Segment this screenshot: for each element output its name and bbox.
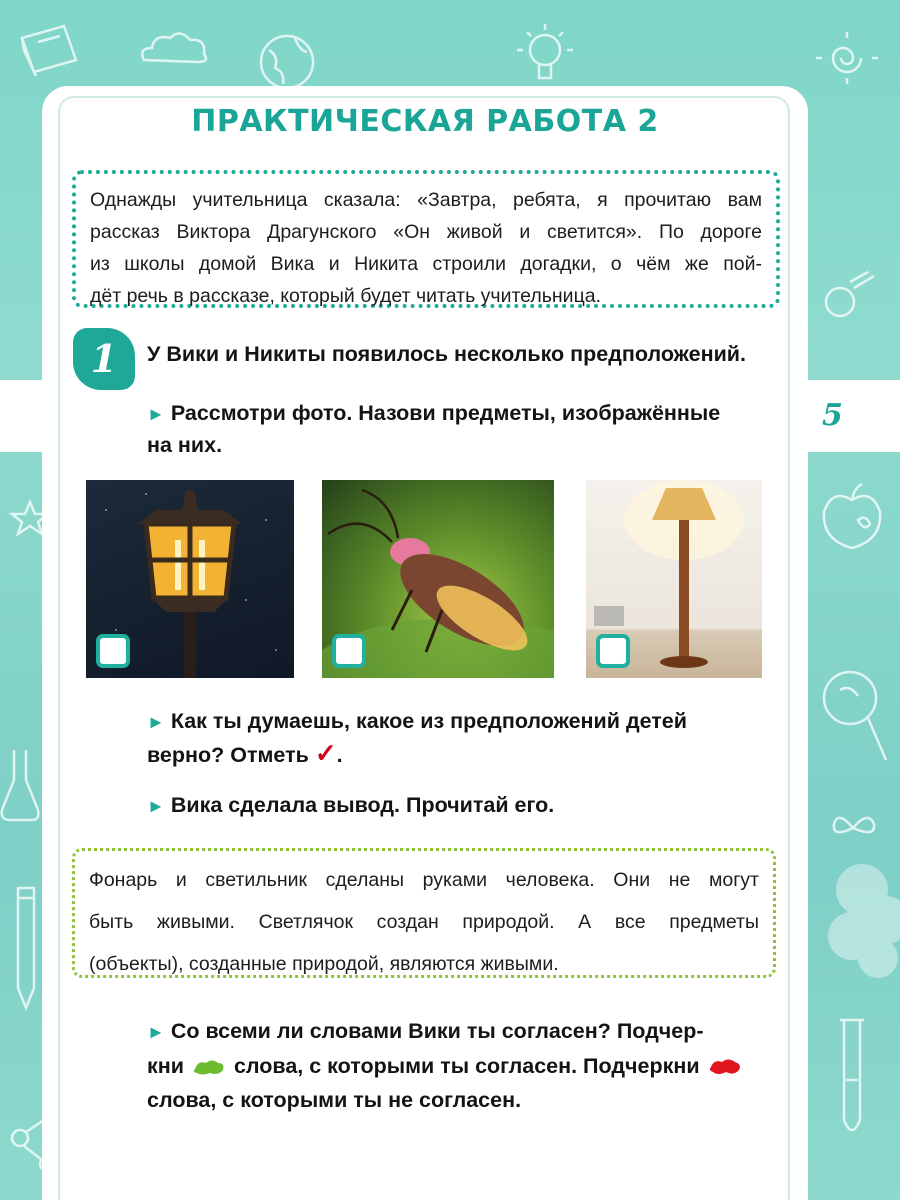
green-blot-icon bbox=[192, 1057, 226, 1077]
conclusion-line: (объекты), созданные природой, являются живыми. bbox=[89, 953, 559, 975]
flask-icon bbox=[0, 740, 42, 830]
intro-text-box bbox=[72, 170, 780, 308]
arrow-icon: ► bbox=[147, 712, 165, 732]
page-title: ПРАКТИЧЕСКАЯ РАБОТА 2 bbox=[191, 104, 659, 139]
instruction-look-photos: ► Рассмотри фото. Назови предметы, изображённые на них. bbox=[147, 401, 721, 457]
intro-line: Однажды учительница сказала: «Завтра, ребята, я прочитаю вам bbox=[90, 189, 762, 211]
conclusion-line: Фонарь и светильник сделаны руками человека. Они не могут bbox=[89, 869, 759, 891]
pencil-icon bbox=[6, 868, 46, 1018]
photo-firefly bbox=[322, 480, 554, 678]
instruction-underline: ► Со всеми ли словами Вики ты согласен? Подчер- кни слова, с которыми ты согласен. Подчеркни слова, с которыми ты не согласен. bbox=[147, 1014, 777, 1117]
red-checkmark-icon: ✓ bbox=[314, 738, 337, 768]
task-heading: У Вики и Никиты появилось несколько предположений. bbox=[147, 342, 746, 366]
butterfly-icon bbox=[828, 808, 878, 848]
cloud-icon bbox=[134, 28, 214, 68]
intro-line: дёт речь в рассказе, который будет читать учительница. bbox=[90, 285, 601, 307]
arrow-icon: ► bbox=[147, 404, 165, 424]
conclusion-text-box bbox=[72, 848, 776, 978]
arrow-icon: ► bbox=[147, 796, 165, 816]
instruction-read-conclusion: ► Вика сделала вывод. Прочитай его. bbox=[147, 793, 555, 817]
globe-icon bbox=[255, 30, 319, 90]
intro-line: рассказ Виктора Драгунского «Он живой и светится». По дороге bbox=[90, 221, 762, 243]
intro-line: из школы домой Вика и Никита строили догадки, о чём же пой- bbox=[90, 253, 762, 275]
arrow-icon: ► bbox=[147, 1022, 165, 1042]
ball-icon bbox=[810, 270, 880, 330]
photo-checkbox[interactable] bbox=[96, 634, 130, 668]
photo-checkbox[interactable] bbox=[596, 634, 630, 668]
book-icon bbox=[14, 20, 84, 80]
test-tube-icon bbox=[822, 1010, 882, 1160]
page-number: 5 bbox=[822, 398, 843, 433]
task-number-badge: 1 bbox=[73, 328, 135, 390]
flower-icon bbox=[812, 850, 900, 1000]
magnifier-icon bbox=[812, 660, 892, 770]
red-blot-icon bbox=[708, 1057, 742, 1077]
lightbulb-icon bbox=[515, 22, 575, 88]
apple-icon bbox=[812, 478, 892, 558]
instruction-guess: ► Как ты думаешь, какое из предположений детей верно? Отметь ✓. bbox=[147, 709, 687, 768]
conclusion-line: быть живыми. Светлячок создан природой. А все предметы bbox=[89, 911, 759, 933]
photo-street-lamp bbox=[86, 480, 294, 678]
sun-icon bbox=[812, 28, 882, 88]
photo-floor-lamp bbox=[586, 480, 762, 678]
photo-checkbox[interactable] bbox=[332, 634, 366, 668]
